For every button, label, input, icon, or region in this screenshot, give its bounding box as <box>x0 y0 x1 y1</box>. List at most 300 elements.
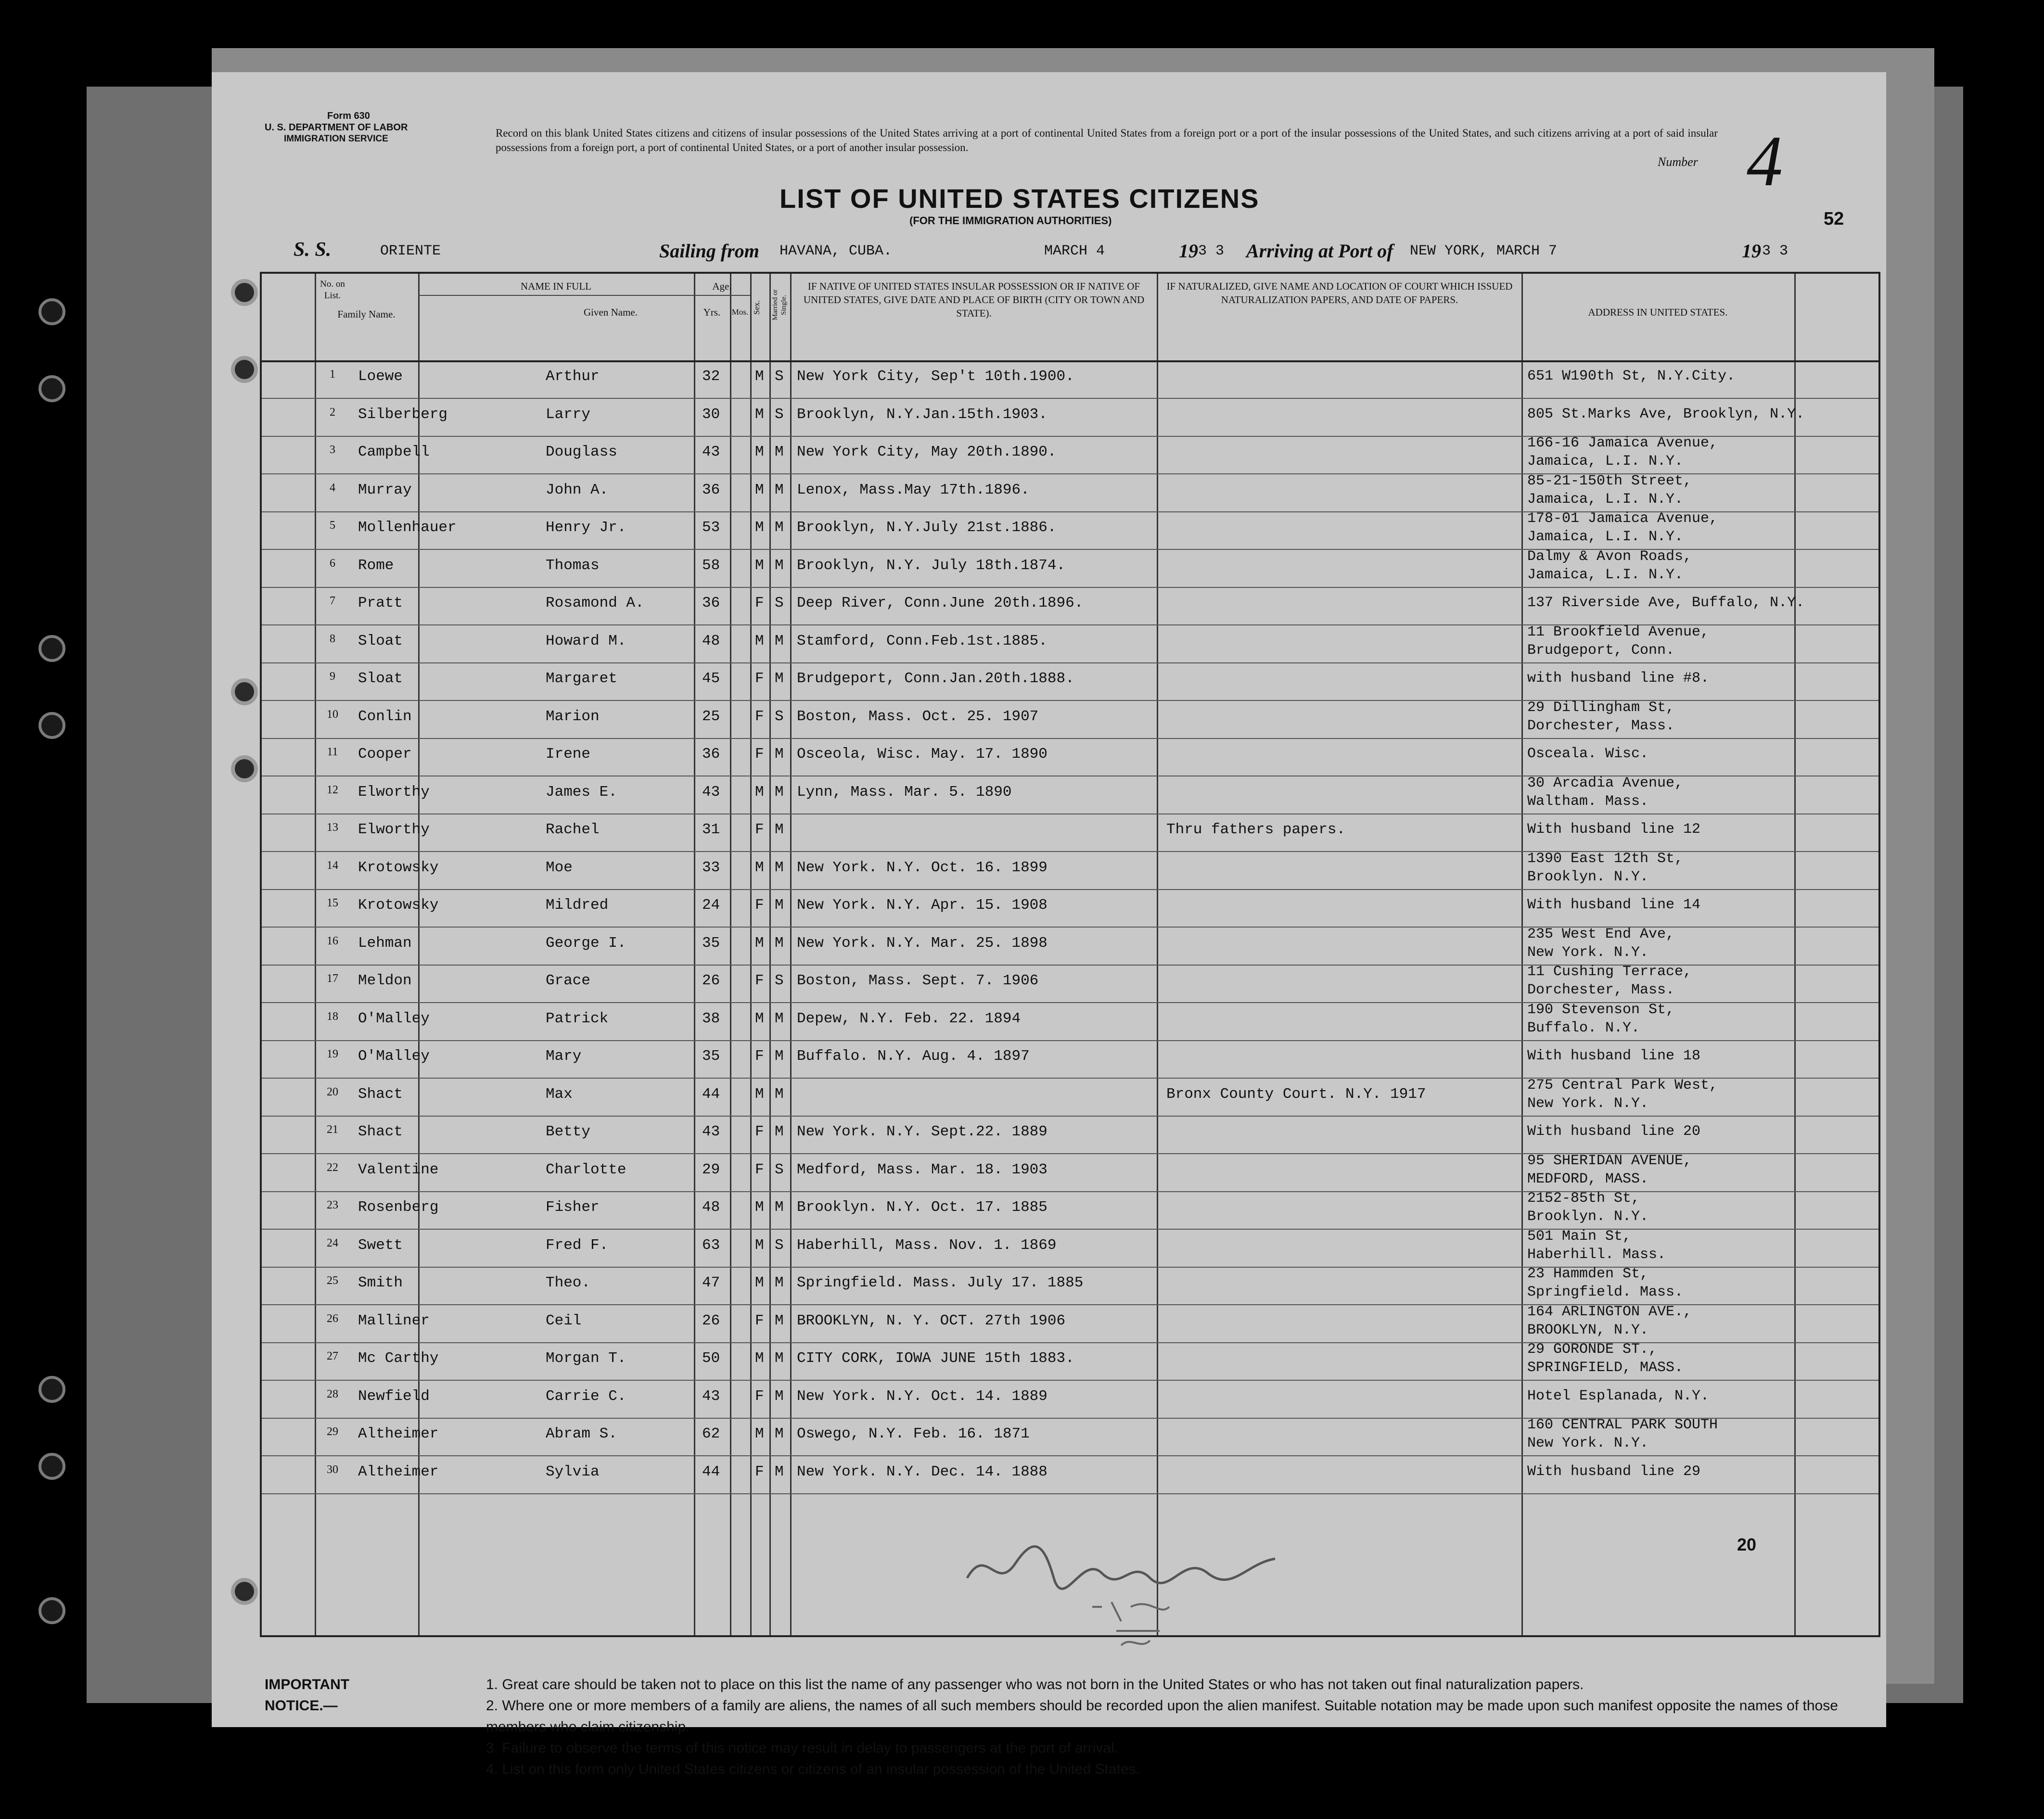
sex: F <box>755 670 764 687</box>
age-years: 44 <box>702 1085 720 1103</box>
address-line-2: Haberhill. Mass. <box>1527 1246 1666 1263</box>
table-row <box>262 1117 1878 1154</box>
age-years: 43 <box>702 1387 720 1405</box>
given-name: Mildred <box>546 897 609 914</box>
marital-status: M <box>775 1123 784 1140</box>
family-name: Newfield <box>358 1387 430 1405</box>
row-number: 18 <box>327 1010 338 1023</box>
address-line-2: Springfield. Mass. <box>1527 1284 1684 1300</box>
age-years: 26 <box>702 972 720 989</box>
birth-place-date: New York. N.Y. Mar. 25. 1898 <box>797 934 1048 952</box>
address-line-2: SPRINGFIELD, MASS. <box>1527 1360 1684 1376</box>
given-name: Arthur <box>546 368 600 385</box>
age-years: 63 <box>702 1236 720 1254</box>
family-name: Silberberg <box>358 406 448 423</box>
col-given: Given Name. <box>584 306 638 318</box>
marital-status: M <box>775 1387 784 1405</box>
age-years: 29 <box>702 1161 720 1178</box>
address-line-1: With husband line 12 <box>1527 821 1701 838</box>
address-line-2: Brooklyn. N.Y. <box>1527 1208 1649 1225</box>
marital-status: S <box>775 708 784 725</box>
sex: F <box>755 708 764 725</box>
col-yrs: Yrs. <box>703 306 721 318</box>
family-name: Mc Carthy <box>358 1350 439 1367</box>
marital-status: M <box>775 557 784 574</box>
marital-status: M <box>775 481 784 498</box>
address-line-1: 23 Hammden St, <box>1527 1266 1649 1282</box>
given-name: Douglass <box>546 444 617 460</box>
marital-status: S <box>775 1161 784 1178</box>
sex: M <box>755 1425 764 1442</box>
age-years: 36 <box>702 481 720 498</box>
marital-status: M <box>775 1425 784 1442</box>
given-name: Morgan T. <box>546 1350 626 1367</box>
address-line-1: 29 Dillingham St, <box>1527 699 1675 716</box>
table-row <box>262 399 1878 437</box>
given-name: Fred F. <box>546 1236 609 1254</box>
sex: M <box>755 557 764 574</box>
page-number: 52 <box>1824 209 1844 229</box>
col-no: No. on List. <box>320 279 345 301</box>
table-row <box>262 623 1878 663</box>
marital-status: M <box>775 1085 784 1103</box>
given-name: Ceil <box>546 1312 582 1329</box>
address-line-1: 190 Stevenson St, <box>1527 1001 1675 1018</box>
address-line-1: 164 ARLINGTON AVE., <box>1527 1303 1692 1320</box>
address-line-2: Dorchester, Mass. <box>1527 717 1675 734</box>
family-name: Krotowsky <box>358 897 439 914</box>
birth-place-date: Boston, Mass. Oct. 25. 1907 <box>797 708 1039 725</box>
address-line-2: Dorchester, Mass. <box>1527 982 1675 998</box>
sex: M <box>755 632 764 649</box>
marital-status: M <box>775 746 784 763</box>
table-row <box>262 777 1878 814</box>
address-line-1: 29 GORONDE ST., <box>1527 1341 1658 1358</box>
notice-item: 3. Failure to observe the terms of this notice may result in delay to passengers at the port of arrival. <box>486 1740 1118 1756</box>
address-line-1: With husband line 14 <box>1527 897 1701 913</box>
col-mos: Mos. <box>731 307 749 317</box>
address-line-1: 160 CENTRAL PARK SOUTH <box>1527 1417 1718 1433</box>
family-name: Conlin <box>358 708 412 725</box>
handwritten-signature <box>958 1535 1294 1660</box>
marital-status: M <box>775 897 784 914</box>
address-line-1: 11 Brookfield Avenue, <box>1527 623 1710 640</box>
sex: F <box>755 1123 764 1140</box>
marital-status: M <box>775 1312 784 1329</box>
age-years: 36 <box>702 746 720 763</box>
sex: M <box>755 934 764 952</box>
given-name: Max <box>546 1085 573 1103</box>
marital-status: M <box>775 1010 784 1027</box>
address-line-1: 235 West End Ave, <box>1527 926 1675 942</box>
row-number: 23 <box>327 1199 338 1211</box>
birth-place-date: New York. N.Y. Apr. 15. 1908 <box>797 897 1048 914</box>
sex: M <box>755 1274 764 1291</box>
birth-place-date: Oswego, N.Y. Feb. 16. 1871 <box>797 1425 1030 1442</box>
age-years: 24 <box>702 897 720 914</box>
table-row <box>262 1192 1878 1230</box>
table-row <box>262 1381 1878 1419</box>
sex: M <box>755 406 764 423</box>
naturalization: Thru fathers papers. <box>1166 821 1346 838</box>
age-years: 44 <box>702 1463 720 1480</box>
punch-hole <box>38 712 65 739</box>
row-number: 17 <box>327 972 338 985</box>
family-name: Shact <box>358 1085 403 1103</box>
table-row <box>262 1079 1878 1117</box>
birth-place-date: New York. N.Y. Sept.22. 1889 <box>797 1123 1048 1140</box>
sailing-from: HAVANA, CUBA. <box>779 243 893 259</box>
birth-place-date: Medford, Mass. Mar. 18. 1903 <box>797 1161 1048 1178</box>
age-years: 53 <box>702 519 720 536</box>
form-id: Form 630 <box>327 111 370 121</box>
given-name: Marion <box>546 708 600 725</box>
naturalization: Bronx County Court. N.Y. 1917 <box>1166 1085 1426 1103</box>
family-name: Mollenhauer <box>358 519 457 536</box>
address-line-1: With husband line 29 <box>1527 1463 1701 1480</box>
marital-status: M <box>775 1274 784 1291</box>
table-row <box>262 437 1878 474</box>
age-years: 38 <box>702 1010 720 1027</box>
address-line-1: 1390 East 12th St, <box>1527 850 1684 867</box>
marital-status: M <box>775 859 784 876</box>
address-line-2: Jamaica, L.I. N.Y. <box>1527 566 1684 583</box>
row-number: 11 <box>327 746 338 758</box>
birth-place-date: New York. N.Y. Dec. 14. 1888 <box>797 1463 1048 1480</box>
address-line-1: Hotel Esplanada, N.Y. <box>1527 1387 1710 1404</box>
given-name: Irene <box>546 746 591 763</box>
address-line-2: New York. N.Y. <box>1527 1435 1649 1451</box>
punch-hole <box>38 635 65 662</box>
table-row <box>262 361 1878 399</box>
table-row <box>262 966 1878 1003</box>
family-name: Rome <box>358 557 394 574</box>
arrival-port: NEW YORK, MARCH 7 <box>1410 243 1558 259</box>
given-name: Mary <box>546 1048 582 1065</box>
table-row <box>262 512 1878 550</box>
address-line-2: BROOKLYN, N.Y. <box>1527 1322 1649 1338</box>
given-name: Henry Jr. <box>546 519 626 536</box>
row-number: 22 <box>327 1161 338 1174</box>
table-row <box>262 1001 1878 1041</box>
age-years: 36 <box>702 595 720 611</box>
marital-status: S <box>775 406 784 423</box>
birth-place-date: Brudgeport, Conn.Jan.20th.1888. <box>797 670 1074 687</box>
birth-place-date: Lynn, Mass. Mar. 5. 1890 <box>797 783 1012 801</box>
table-row <box>262 1041 1878 1079</box>
sex: M <box>755 444 764 460</box>
table-row <box>262 1303 1878 1343</box>
row-number: 4 <box>330 481 335 494</box>
age-years: 35 <box>702 934 720 952</box>
family-name: Lehman <box>358 934 412 952</box>
sex: M <box>755 783 764 801</box>
family-name: Valentine <box>358 1161 439 1178</box>
birth-place-date: Brooklyn. N.Y. Oct. 17. 1885 <box>797 1199 1048 1216</box>
address-line-2: New York. N.Y. <box>1527 1095 1649 1112</box>
given-name: Moe <box>546 859 573 876</box>
address-line-1: Dalmy & Avon Roads, <box>1527 548 1692 565</box>
row-number: 30 <box>327 1463 338 1476</box>
birth-place-date: CITY CORK, IOWA JUNE 15th 1883. <box>797 1350 1074 1367</box>
birth-place-date: Deep River, Conn.June 20th.1896. <box>797 595 1084 611</box>
address-line-2: Brudgeport, Conn. <box>1527 642 1675 659</box>
sex: F <box>755 972 764 989</box>
punch-hole <box>38 1597 65 1624</box>
table-row <box>262 472 1878 512</box>
arrival-year-prefix: 19 <box>1742 240 1761 262</box>
given-name: Rachel <box>546 821 600 838</box>
marital-status: M <box>775 934 784 952</box>
family-name: Elworthy <box>358 783 430 801</box>
table-row <box>262 928 1878 966</box>
punch-hole <box>38 1453 65 1480</box>
table-row <box>262 1457 1878 1494</box>
row-number: 19 <box>327 1048 338 1060</box>
age-years: 31 <box>702 821 720 838</box>
given-name: Carrie C. <box>546 1387 626 1405</box>
punch-hole <box>38 298 65 325</box>
row-number: 29 <box>327 1425 338 1438</box>
family-name: O'Malley <box>358 1010 430 1027</box>
age-years: 48 <box>702 632 720 649</box>
address-line-1: 2152-85th St, <box>1527 1190 1640 1207</box>
given-name: Howard M. <box>546 632 626 649</box>
sex: M <box>755 519 764 536</box>
year-prefix: 19 <box>1179 240 1198 262</box>
marital-status: M <box>775 519 784 536</box>
given-name: Patrick <box>546 1010 609 1027</box>
ss-label: S. S. <box>294 239 332 261</box>
address-line-2: New York. N.Y. <box>1527 944 1649 961</box>
notice-label: IMPORTANT NOTICE.— <box>265 1677 350 1714</box>
given-name: Rosamond A. <box>546 595 644 611</box>
sex: M <box>755 368 764 385</box>
sex: F <box>755 897 764 914</box>
address-line-2: Jamaica, L.I. N.Y. <box>1527 491 1684 508</box>
marital-status: M <box>775 1199 784 1216</box>
notice-item: 4. List on this form only United States citizens or citizens of an insular possession of the United States. <box>486 1761 1140 1777</box>
marital-status: M <box>775 783 784 801</box>
col-naturalized: IF NATURALIZED, GIVE NAME AND LOCATION OF COURT WHICH ISSUED NATURALIZATION PAPERS, AND DATE OF PAPERS. <box>1166 280 1513 305</box>
marital-status: M <box>775 1350 784 1367</box>
address-line-1: 275 Central Park West, <box>1527 1077 1718 1094</box>
col-married: Married or Single. <box>771 289 788 321</box>
manifest-table <box>260 272 1880 1637</box>
birth-place-date: Lenox, Mass.May 17th.1896. <box>797 481 1030 498</box>
birth-place-date: Depew, N.Y. Feb. 22. 1894 <box>797 1010 1021 1027</box>
age-years: 47 <box>702 1274 720 1291</box>
row-number: 5 <box>330 519 335 532</box>
given-name: Charlotte <box>546 1161 626 1178</box>
age-years: 43 <box>702 783 720 801</box>
marital-status: M <box>775 821 784 838</box>
notice-item: 2. Where one or more members of a family are aliens, the names of all such members should be recorded upon the alien manifest. Suitable notation may be made upon such manifest opposite the names of those members who claim citizenship. <box>486 1698 1838 1735</box>
given-name: Theo. <box>546 1274 591 1291</box>
table-row <box>262 1343 1878 1381</box>
row-number: 28 <box>327 1387 338 1400</box>
birth-place-date: Osceola, Wisc. May. 17. 1890 <box>797 746 1048 763</box>
address-line-1: 85-21-150th Street, <box>1527 472 1692 489</box>
family-name: Rosenberg <box>358 1199 439 1216</box>
address-line-1: With husband line 20 <box>1527 1123 1701 1140</box>
address-line-1: with husband line #8. <box>1527 670 1710 687</box>
ship-name: ORIENTE <box>380 243 441 259</box>
sex: M <box>755 481 764 498</box>
family-name: Krotowsky <box>358 859 439 876</box>
family-name: Pratt <box>358 595 403 611</box>
row-number: 13 <box>327 821 338 834</box>
col-family: Family Name. <box>337 308 396 320</box>
table-row <box>262 1152 1878 1192</box>
table-row <box>262 701 1878 739</box>
family-name: Meldon <box>358 972 412 989</box>
row-number: 24 <box>327 1236 338 1249</box>
sex: M <box>755 1236 764 1254</box>
row-number: 2 <box>330 406 335 419</box>
sex: M <box>755 1010 764 1027</box>
sex: F <box>755 595 764 611</box>
row-number: 16 <box>327 934 338 947</box>
address-line-1: 30 Arcadia Avenue, <box>1527 775 1684 791</box>
binder-ring <box>231 1578 258 1605</box>
age-years: 62 <box>702 1425 720 1442</box>
punch-hole <box>38 375 65 402</box>
birth-place-date: Brooklyn, N.Y. July 18th.1874. <box>797 557 1066 574</box>
sail-year: 3 3 <box>1198 243 1225 259</box>
address-line-1: 501 Main St, <box>1527 1228 1632 1245</box>
given-name: Thomas <box>546 557 600 574</box>
family-name: Shact <box>358 1123 403 1140</box>
marital-status: M <box>775 632 784 649</box>
age-years: 58 <box>702 557 720 574</box>
marital-status: M <box>775 444 784 460</box>
birth-place-date: Haberhill, Mass. Nov. 1. 1869 <box>797 1236 1057 1254</box>
sex: F <box>755 1463 764 1480</box>
binder-ring <box>231 678 258 705</box>
family-name: O'Malley <box>358 1048 430 1065</box>
number-label: Number <box>1658 155 1698 169</box>
row-number: 6 <box>330 557 335 570</box>
address-line-2: Jamaica, L.I. N.Y. <box>1527 453 1684 470</box>
list-number: 4 <box>1747 121 1783 201</box>
col-address: ADDRESS IN UNITED STATES. <box>1588 306 1728 318</box>
age-years: 26 <box>702 1312 720 1329</box>
arrival-year: 3 3 <box>1762 243 1788 259</box>
given-name: Abram S. <box>546 1425 617 1442</box>
given-name: Grace <box>546 972 591 989</box>
age-years: 33 <box>702 859 720 876</box>
address-line-1: With husband line 18 <box>1527 1048 1701 1064</box>
birth-place-date: Buffalo. N.Y. Aug. 4. 1897 <box>797 1048 1030 1065</box>
birth-place-date: New York. N.Y. Oct. 16. 1899 <box>797 859 1048 876</box>
address-line-2: Jamaica, L.I. N.Y. <box>1527 529 1684 545</box>
table-row <box>262 550 1878 588</box>
address-line-1: 651 W190th St, N.Y.City. <box>1527 368 1736 384</box>
row-number: 12 <box>327 783 338 796</box>
address-line-2: Waltham. Mass. <box>1527 793 1649 810</box>
address-line-1: 166-16 Jamaica Avenue, <box>1527 435 1718 451</box>
family-name: Murray <box>358 481 412 498</box>
footer-count: 20 <box>1737 1535 1757 1554</box>
address-line-1: Osceala. Wisc. <box>1527 746 1649 762</box>
col-sex: Sex. <box>752 300 761 315</box>
sex: F <box>755 1312 764 1329</box>
sex: M <box>755 859 764 876</box>
family-name: Altheimer <box>358 1425 439 1442</box>
marital-status: M <box>775 1463 784 1480</box>
row-number: 14 <box>327 859 338 872</box>
family-name: Malliner <box>358 1312 430 1329</box>
page-title: LIST OF UNITED STATES CITIZENS <box>779 183 1260 214</box>
arriving-label: Arriving at Port of <box>1246 240 1393 262</box>
given-name: John A. <box>546 481 609 498</box>
family-name: Altheimer <box>358 1463 439 1480</box>
sail-date: MARCH 4 <box>1044 243 1105 259</box>
marital-status: S <box>775 368 784 385</box>
binder-ring <box>231 279 258 306</box>
family-name: Cooper <box>358 746 412 763</box>
col-name-in-full: NAME IN FULL <box>521 280 591 292</box>
birth-place-date: Boston, Mass. Sept. 7. 1906 <box>797 972 1039 989</box>
given-name: Larry <box>546 406 591 423</box>
family-name: Elworthy <box>358 821 430 838</box>
row-number: 20 <box>327 1085 338 1098</box>
given-name: Betty <box>546 1123 591 1140</box>
given-name: Fisher <box>546 1199 600 1216</box>
birth-place-date: BROOKLYN, N. Y. OCT. 27th 1906 <box>797 1312 1066 1329</box>
birth-place-date: Stamford, Conn.Feb.1st.1885. <box>797 632 1048 649</box>
sex: M <box>755 1199 764 1216</box>
row-number: 26 <box>327 1312 338 1325</box>
table-row <box>262 1230 1878 1268</box>
age-years: 48 <box>702 1199 720 1216</box>
table-row <box>262 890 1878 928</box>
given-name: Sylvia <box>546 1463 600 1480</box>
given-name: James E. <box>546 783 617 801</box>
sex: M <box>755 1085 764 1103</box>
age-years: 50 <box>702 1350 720 1367</box>
address-line-1: 805 St.Marks Ave, Brooklyn, N.Y. <box>1527 406 1805 422</box>
row-number: 10 <box>327 708 338 721</box>
family-name: Loewe <box>358 368 403 385</box>
row-number: 3 <box>330 444 335 456</box>
address-line-1: 137 Riverside Ave, Buffalo, N.Y. <box>1527 595 1805 611</box>
birth-place-date: Springfield. Mass. July 17. 1885 <box>797 1274 1084 1291</box>
family-name: Smith <box>358 1274 403 1291</box>
birth-place-date: Brooklyn, N.Y.July 21st.1886. <box>797 519 1057 536</box>
sex: F <box>755 1161 764 1178</box>
table-row <box>262 663 1878 701</box>
family-name: Swett <box>358 1236 403 1254</box>
table-row <box>262 852 1878 890</box>
row-number: 1 <box>330 368 335 381</box>
notice-item: 1. Great care should be taken not to place on this list the name of any passenger who was not born in the United States or who has not taken out final naturalization papers. <box>486 1677 1584 1692</box>
row-number: 8 <box>330 632 335 645</box>
family-name: Sloat <box>358 670 403 687</box>
col-birth: IF NATIVE OF UNITED STATES INSULAR POSSESSION OR IF NATIVE OF UNITED STATES, GIVE DATE AND PLACE OF BIRTH (CITY OR TOWN AND STATE). <box>803 280 1145 319</box>
given-name: Margaret <box>546 670 617 687</box>
table-row <box>262 1419 1878 1456</box>
col-age: Age. <box>712 280 732 292</box>
table-row <box>262 1268 1878 1305</box>
punch-hole <box>38 1376 65 1403</box>
marital-status: M <box>775 670 784 687</box>
address-line-2: MEDFORD, MASS. <box>1527 1170 1649 1187</box>
page-subtitle: (FOR THE IMMIGRATION AUTHORITIES) <box>909 215 1112 227</box>
birth-place-date: New York City, May 20th.1890. <box>797 444 1057 460</box>
binder-ring <box>231 356 258 383</box>
